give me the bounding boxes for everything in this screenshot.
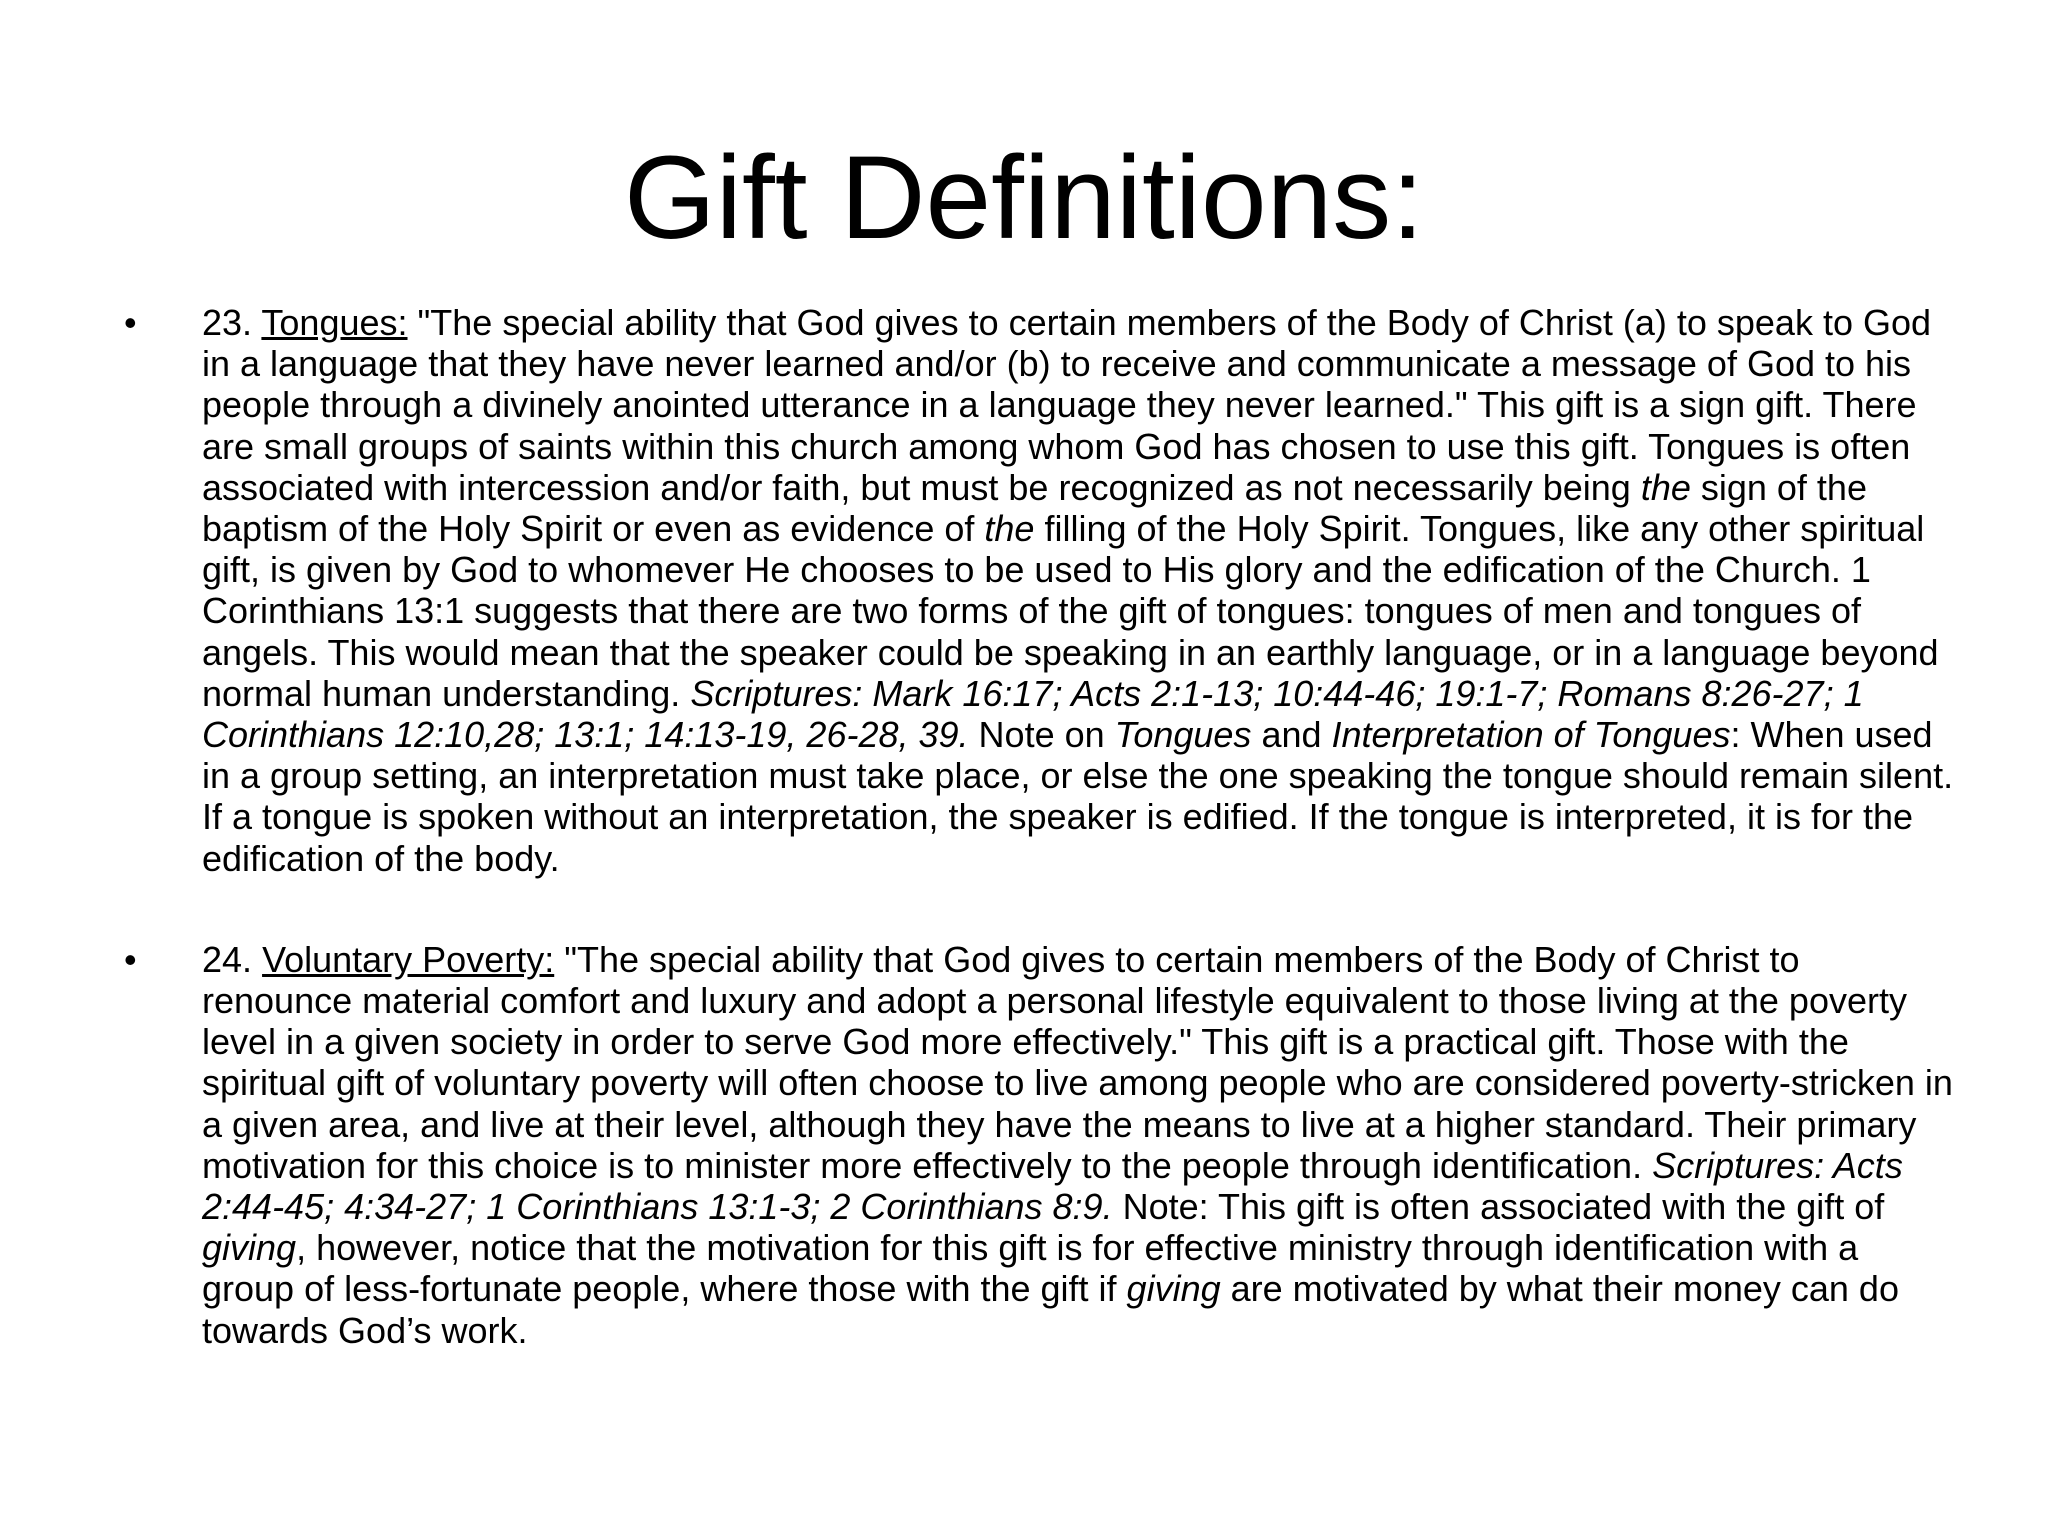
item-number: 23. bbox=[202, 302, 253, 343]
bullet-marker: • bbox=[124, 938, 137, 980]
emphasis-text: giving bbox=[1126, 1268, 1221, 1310]
emphasis-text: Interpretation of Tongues bbox=[1331, 714, 1731, 756]
gift-definition-voluntary-poverty bbox=[124, 939, 1954, 1351]
item-number: 24. bbox=[202, 938, 253, 980]
emphasis-text: giving bbox=[202, 1227, 297, 1269]
gift-definition-list bbox=[124, 302, 1954, 1351]
scripture-references: Scriptures: Acts 2:44-45; 4:34-27; 1 Corinthians 13:1-3; 2 Corinthians 8:9. bbox=[202, 1144, 1903, 1228]
definition-text: and bbox=[1251, 714, 1332, 756]
definition-text: Note: This gift is often associated with the gift of bbox=[1112, 1186, 1885, 1228]
definition-text: Note on bbox=[968, 714, 1115, 756]
emphasis-text: the bbox=[984, 508, 1035, 550]
definition-text: "The special ability that God gives to certain members of the Body of Christ (a) to speak to God in a language that they have never learned and/or (b) to receive and communicate a message of God to his people through a divinely anointed utterance in a language they never learned." This gift is a sign gift. There are small groups of saints within this church among whom God has chosen to use this gift. Tongues is often associated with intercession and/or faith, but must be recognized as not necessarily being bbox=[202, 302, 1932, 508]
slide-title: Gift Definitions: bbox=[623, 132, 1425, 264]
definition-text: sign of the baptism of the Holy Spirit or even as evidence of bbox=[202, 466, 1867, 550]
gift-term: Voluntary Poverty: bbox=[262, 938, 555, 980]
definition-text: : When used in a group setting, an interpretation must take place, or else the one speaking the tongue should remain silent. If a tongue is spoken without an interpretation, the speaker is edified. If the tongue is interpreted, it is for the edification of the body. bbox=[202, 714, 1954, 879]
emphasis-text: the bbox=[1640, 466, 1691, 508]
definition-text: are motivated by what their money can do towards God’s work. bbox=[202, 1268, 1899, 1351]
bullet-marker: • bbox=[124, 302, 137, 343]
gift-definition-tongues bbox=[124, 302, 1954, 879]
definition-text: , however, notice that the motivation for this gift is for effective ministry through identification with a group of less-fortunate people, where those with the gift if bbox=[202, 1227, 1859, 1310]
emphasis-text: Tongues bbox=[1114, 714, 1252, 756]
scripture-references: Scriptures: Mark 16:17; Acts 2:1-13; 10:44-46; 19:1-7; Romans 8:26-27; 1 Corinthians 12:10,28; 13:1; 14:13-19, 26-28, 39. bbox=[202, 672, 1864, 756]
gift-term: Tongues: bbox=[261, 302, 408, 343]
definition-text: filling of the Holy Spirit. Tongues, like any other spiritual gift, is given by God to whomever He chooses to be used to His glory and the edification of the Church. 1 Corinthians 13:1 suggests that there are two forms of the gift of tongues: tongues of men and tongues of angels. This would mean that the speaker could be speaking in an earthly language, or in a language beyond normal human understanding. bbox=[202, 508, 1939, 714]
definition-text: "The special ability that God gives to certain members of the Body of Christ to renounce material comfort and luxury and adopt a personal lifestyle equivalent to those living at the poverty level in a given society in order to serve God more effectively." This gift is a practical gift. Those with the spiritual gift of voluntary poverty will often choose to live among people who are considered poverty-stricken in a given area, and live at their level, although they have the means to live at a higher standard. Their primary motivation for this choice is to minister more effectively to the people through identification. bbox=[202, 938, 1953, 1186]
